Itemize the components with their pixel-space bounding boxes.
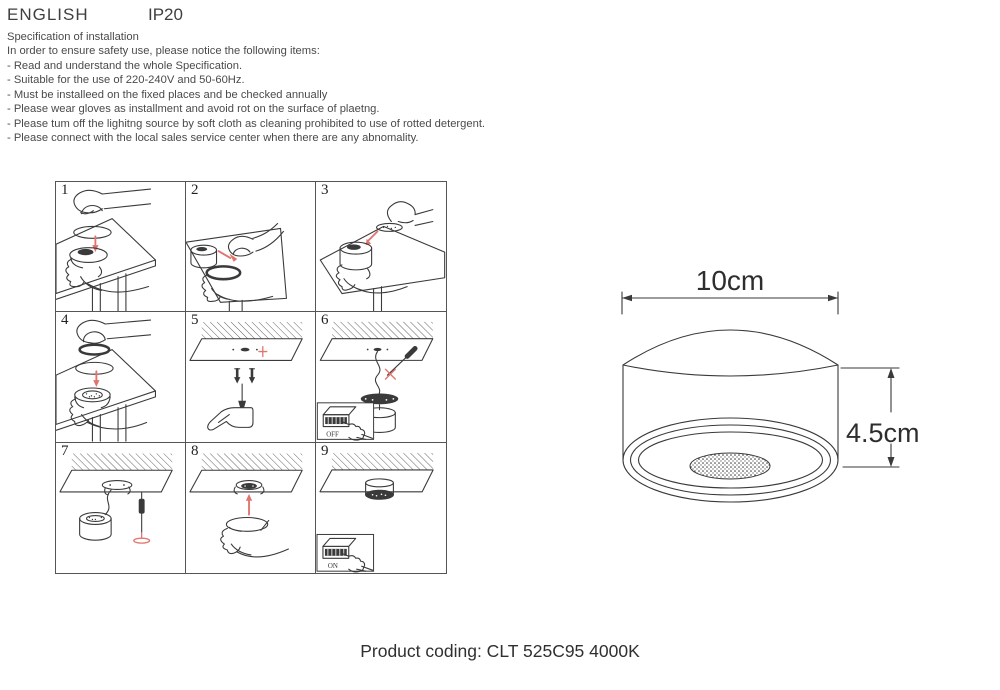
spec-item: - Must be installeed on the fixed places and be checked annually [7,88,328,101]
spec-intro: In order to ensure safety use, please notice the following items: [7,45,320,58]
step-panel-7 [56,443,186,573]
switch-on-label: ON [327,561,338,570]
switch-inset [317,534,374,571]
mounting-plate [102,480,132,494]
step-panel-9 [316,443,446,573]
step-number: 2 [191,182,199,198]
luminaire-drawing [623,330,838,502]
spec-item: - Please tum off the lighitng source by soft cloth as cleaning prohibited to use of rotted detergent. [7,117,486,130]
red-arrow-icon [218,251,237,262]
step-panel-5 [186,312,316,442]
step-8-illustration [186,443,315,573]
product-coding: Product coding: CLT 525C95 4000K [360,641,640,661]
spec-item: - Please wear gloves as installment and avoid rot on the surface of plaetng. [7,103,380,116]
step-4-illustration [56,312,185,441]
step-number: 8 [191,442,199,459]
hand-icon [66,259,149,292]
installation-steps-grid [55,181,447,574]
spec-item: - Please connect with the local sales service center when there are any abnomality. [7,132,419,145]
screwdriver-icon [387,349,415,376]
step-7-illustration [56,443,185,573]
red-arrow-icon [246,494,252,515]
red-cross-icon [385,370,395,380]
trim-ring [76,363,113,375]
step-6-illustration [316,312,446,441]
diameter-label: 10cm [695,265,765,296]
step-panel-3 [316,182,446,312]
hand-icon [228,224,283,256]
product-dimension-drawing [598,250,998,540]
step-panel-6 [316,312,446,442]
step-number: 4 [61,312,69,329]
spec-item: - Suitable for the use of 220-240V and 50-60Hz. [7,74,245,87]
trim-ring [74,226,111,238]
switch-off-label: OFF [326,431,339,439]
hand-icon [77,320,151,343]
led-diffuser [690,453,770,479]
step-number: 6 [321,312,329,329]
hand-icon [221,520,289,556]
diameter-dimension [622,265,838,314]
step-5-illustration [186,312,315,441]
installed-fixture [366,479,394,499]
table [56,219,155,312]
step-3-illustration [316,182,446,311]
spec-title: Specification of installation [7,31,139,43]
step-number: 9 [321,442,329,459]
table [320,226,444,311]
step-9-illustration [316,443,446,573]
ip-rating: IP20 [148,5,183,24]
wire [375,352,379,395]
step-number: 1 [61,182,69,198]
red-arrow-icon [366,231,378,245]
language-title: ENGLISH [7,5,89,24]
step-panel-2 [186,182,316,312]
height-label: 4.5cm [846,418,920,448]
fixture-body [80,512,112,540]
hand-icon [387,202,432,226]
fixture-body [75,388,110,408]
step-2-illustration [186,182,315,311]
drill-icon [208,384,253,430]
step-panel-1 [56,182,186,312]
step-1-illustration [56,182,185,311]
red-mark-icon [259,347,267,357]
screw-icon [249,369,255,384]
spec-item: - Read and understand the whole Specification. [7,59,243,72]
ceiling [60,453,172,491]
fixture-body [70,248,107,268]
step-number: 3 [321,182,329,198]
step-number: 7 [61,442,69,459]
switch-inset [317,403,373,440]
lamp-module [80,345,110,355]
step-panel-4 [56,312,186,442]
fixture-body [340,242,372,270]
trim-ring [207,266,240,279]
screwdriver-icon [134,493,150,543]
cover-plate [377,223,403,231]
ceiling [190,322,302,360]
specification-text [7,30,485,146]
hand-icon [74,189,151,214]
screw-icon [234,369,240,384]
height-dimension [841,368,920,467]
step-panel-8 [186,443,316,573]
step-number: 5 [191,312,199,329]
ceiling [320,453,433,492]
